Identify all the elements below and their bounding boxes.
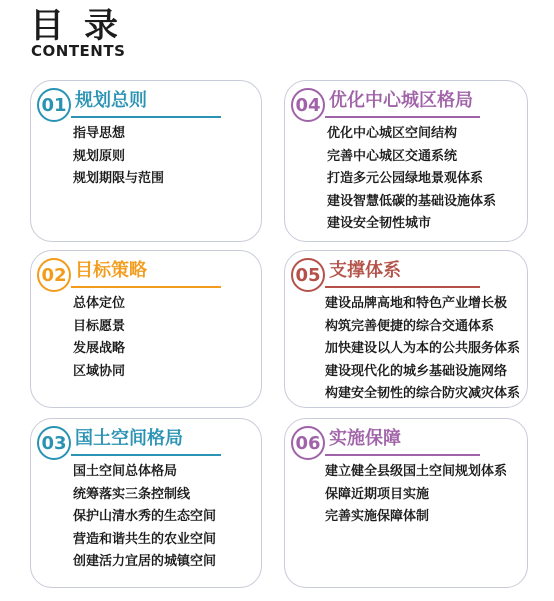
section-title: 目标策略 [75, 260, 147, 281]
section-item-list [327, 123, 496, 236]
section-item-list [73, 293, 125, 383]
list-item: 保护山清水秀的生态空间 [73, 509, 217, 524]
section-number-badge: 01 [37, 88, 71, 122]
list-item: 建设品牌高地和特色产业增长极 [325, 296, 508, 311]
list-item: 营造和谐共生的农业空间 [73, 531, 217, 547]
section-title: 国土空间格局 [75, 428, 183, 449]
section-card-01 [30, 80, 262, 242]
section-number-badge: 04 [291, 88, 325, 122]
section-number-badge: 02 [37, 258, 71, 292]
section-underline [71, 454, 221, 456]
section-item-list [73, 461, 216, 574]
list-item: 建立健全县级国土空间规划体系 [325, 464, 508, 479]
list-item: 建设安全韧性城市 [327, 216, 432, 231]
section-item-list [325, 293, 520, 406]
section-number-badge: 03 [37, 426, 71, 460]
section-title: 优化中心城区格局 [329, 90, 473, 111]
list-item: 统筹落实三条控制线 [73, 486, 191, 502]
list-item: 保障近期项目实施 [325, 486, 430, 502]
page-subtitle: CONTENTS [31, 42, 126, 60]
list-item: 国土空间总体格局 [73, 464, 178, 479]
section-card-06 [284, 418, 528, 588]
section-underline [325, 286, 480, 288]
list-item: 建设智慧低碳的基础设施体系 [327, 193, 497, 209]
section-title: 实施保障 [329, 428, 401, 449]
section-card-05 [284, 250, 528, 408]
section-underline [325, 454, 480, 456]
list-item: 区域协同 [73, 363, 126, 379]
list-item: 打造多元公园绿地景观体系 [327, 171, 484, 186]
list-item: 规划期限与范围 [73, 171, 165, 186]
list-item: 完善中心城区交通系统 [327, 148, 458, 164]
section-number-badge: 06 [291, 426, 325, 460]
list-item: 发展战略 [73, 341, 126, 356]
section-card-03 [30, 418, 262, 588]
list-item: 创建活力宜居的城镇空间 [73, 554, 217, 569]
section-card-02 [30, 250, 262, 408]
list-item: 加快建设以人为本的公共服务体系 [325, 341, 521, 356]
list-item: 优化中心城区空间结构 [327, 126, 458, 141]
list-item: 完善实施保障体制 [325, 509, 430, 524]
list-item: 建设现代化的城乡基础设施网络 [325, 363, 508, 379]
list-item: 构建安全韧性的综合防灾减灾体系 [325, 386, 521, 401]
section-title: 规划总则 [75, 90, 147, 111]
section-item-list [73, 123, 164, 191]
section-number-badge: 05 [291, 258, 325, 292]
list-item: 目标愿景 [73, 318, 126, 334]
section-item-list [325, 461, 507, 529]
page-title: 目录 [30, 6, 138, 46]
list-item: 总体定位 [73, 296, 126, 311]
section-underline [71, 286, 221, 288]
section-underline [71, 116, 221, 118]
section-underline [325, 116, 480, 118]
section-card-04 [284, 80, 528, 242]
list-item: 指导思想 [73, 126, 126, 141]
section-title: 支撑体系 [329, 260, 401, 281]
list-item: 构筑完善便捷的综合交通体系 [325, 318, 495, 334]
list-item: 规划原则 [73, 148, 126, 164]
